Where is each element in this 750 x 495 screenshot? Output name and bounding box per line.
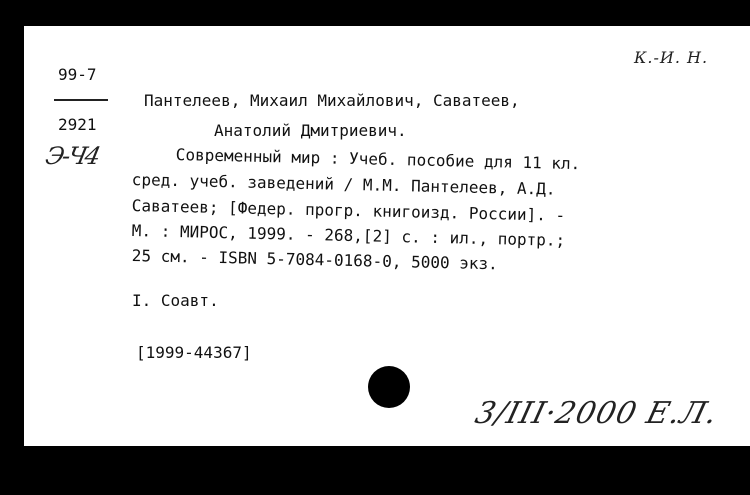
handwritten-date-note: 3/III·2000 Е.Л. [471,396,722,431]
description-line-5: 25 см. - ISBN 5-7084-0168-0, 5000 экз. [131,246,498,274]
punch-hole [368,366,410,408]
call-number-divider [54,99,108,101]
catalog-card [24,26,750,446]
tracing-entry: I. Соавт. [132,291,219,310]
call-number-line1: 99-7 [58,65,97,84]
handwritten-call-code: Э-Ч4 [43,142,102,170]
author-heading-line2: Анатолий Дмитриевич. [214,121,407,140]
author-heading-line1: Пантелеев, Михаил Михайлович, Саватеев, [144,91,520,110]
description-line-3: Саватеев; [Федер. прогр. книгоизд. России]. - [131,196,566,225]
description-line-4: М. : МИРОС, 1999. - 268,[2] с. : ил., портр.; [131,221,566,250]
description-line-2: сред. учеб. заведений / М.М. Пантелеев, А.Д. [131,170,556,199]
call-number-line2: 2921 [58,115,97,134]
description-line-1: Современный мир : Учеб. пособие для 11 кл. [175,145,581,174]
corner-handwritten-mark: К.-И. Н. [634,48,709,67]
registration-number: [1999-44367] [136,343,252,362]
